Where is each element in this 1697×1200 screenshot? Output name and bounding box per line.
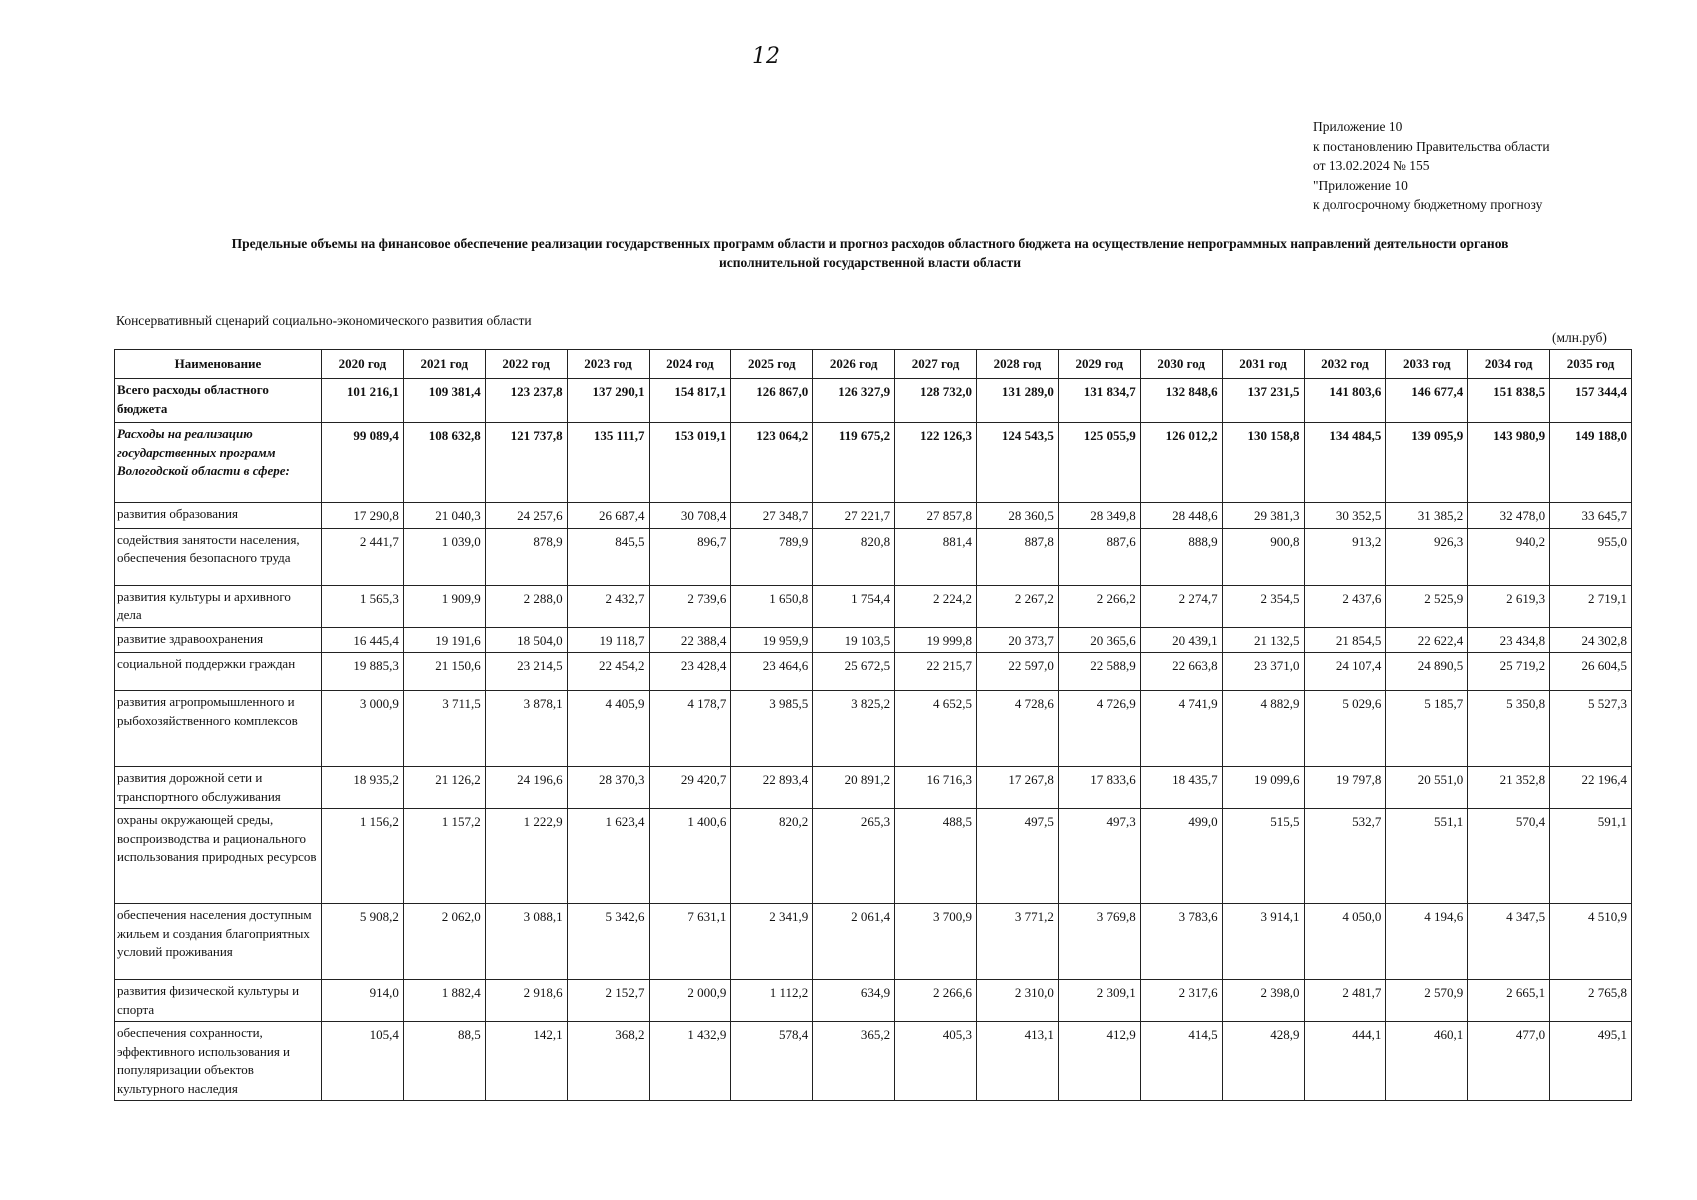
value-cell: 29 420,7 bbox=[649, 767, 731, 809]
appendix-line: от 13.02.2024 № 155 bbox=[1313, 158, 1430, 173]
value-cell: 1 623,4 bbox=[567, 809, 649, 904]
appendix-line: Приложение 10 bbox=[1313, 119, 1403, 134]
table-row bbox=[115, 980, 1632, 1022]
value-cell: 2 918,6 bbox=[485, 980, 567, 1022]
title-line: исполнительной государственной власти области bbox=[718, 255, 1022, 270]
table-header-row bbox=[115, 350, 1632, 379]
value-cell: 31 385,2 bbox=[1386, 503, 1468, 529]
value-cell: 2 570,9 bbox=[1386, 980, 1468, 1022]
value-cell: 1 565,3 bbox=[322, 585, 404, 627]
value-cell: 30 352,5 bbox=[1304, 503, 1386, 529]
value-cell: 24 257,6 bbox=[485, 503, 567, 529]
value-cell: 5 350,8 bbox=[1468, 691, 1550, 767]
value-cell: 887,6 bbox=[1058, 528, 1140, 585]
value-cell: 22 663,8 bbox=[1140, 653, 1222, 691]
value-cell: 119 675,2 bbox=[813, 423, 895, 503]
value-cell: 22 893,4 bbox=[731, 767, 813, 809]
value-cell: 2 665,1 bbox=[1468, 980, 1550, 1022]
value-cell: 1 400,6 bbox=[649, 809, 731, 904]
value-cell: 19 999,8 bbox=[895, 627, 977, 653]
row-name-cell: Расходы на реализацию государственных программ Вологодской области в сфере: bbox=[115, 423, 322, 503]
value-cell: 123 237,8 bbox=[485, 379, 567, 423]
page-number: 12 bbox=[752, 44, 780, 69]
appendix-line: к долгосрочному бюджетному прогнозу bbox=[1313, 197, 1543, 212]
value-cell: 2 267,2 bbox=[977, 585, 1059, 627]
value-cell: 634,9 bbox=[813, 980, 895, 1022]
value-cell: 30 708,4 bbox=[649, 503, 731, 529]
value-cell: 3 783,6 bbox=[1140, 904, 1222, 980]
value-cell: 26 604,5 bbox=[1550, 653, 1632, 691]
row-name-cell: развития дорожной сети и транспортного обслуживания bbox=[115, 767, 322, 809]
value-cell: 23 464,6 bbox=[731, 653, 813, 691]
value-cell: 26 687,4 bbox=[567, 503, 649, 529]
units-label: (млн.руб) bbox=[1552, 330, 1607, 345]
value-cell: 2 619,3 bbox=[1468, 585, 1550, 627]
value-cell: 878,9 bbox=[485, 528, 567, 585]
value-cell: 16 445,4 bbox=[322, 627, 404, 653]
value-cell: 2 398,0 bbox=[1222, 980, 1304, 1022]
value-cell: 27 221,7 bbox=[813, 503, 895, 529]
header-year-cell: 2020 год bbox=[322, 350, 404, 379]
value-cell: 4 347,5 bbox=[1468, 904, 1550, 980]
value-cell: 444,1 bbox=[1304, 1022, 1386, 1101]
value-cell: 2 152,7 bbox=[567, 980, 649, 1022]
value-cell: 126 012,2 bbox=[1140, 423, 1222, 503]
value-cell: 2 719,1 bbox=[1550, 585, 1632, 627]
value-cell: 24 107,4 bbox=[1304, 653, 1386, 691]
value-cell: 887,8 bbox=[977, 528, 1059, 585]
value-cell: 3 878,1 bbox=[485, 691, 567, 767]
table-row bbox=[115, 627, 1632, 653]
value-cell: 365,2 bbox=[813, 1022, 895, 1101]
value-cell: 27 348,7 bbox=[731, 503, 813, 529]
value-cell: 4 405,9 bbox=[567, 691, 649, 767]
value-cell: 143 980,9 bbox=[1468, 423, 1550, 503]
value-cell: 3 088,1 bbox=[485, 904, 567, 980]
value-cell: 888,9 bbox=[1140, 528, 1222, 585]
value-cell: 4 882,9 bbox=[1222, 691, 1304, 767]
title-line: Предельные объемы на финансовое обеспечение реализации государственных программ области и прогноз расходов областного бюджета на осуществление непрограммных направлений деятельности органов bbox=[231, 236, 1509, 251]
scenario-label: Консервативный сценарий социально-экономического развития области bbox=[116, 313, 532, 328]
header-year-cell: 2027 год bbox=[895, 350, 977, 379]
row-name-cell: содействия занятости населения, обеспечения безопасного труда bbox=[115, 528, 322, 585]
value-cell: 105,4 bbox=[322, 1022, 404, 1101]
value-cell: 141 803,6 bbox=[1304, 379, 1386, 423]
header-year-cell: 2035 год bbox=[1550, 350, 1632, 379]
value-cell: 22 196,4 bbox=[1550, 767, 1632, 809]
value-cell: 913,2 bbox=[1304, 528, 1386, 585]
value-cell: 1 157,2 bbox=[403, 809, 485, 904]
value-cell: 1 909,9 bbox=[403, 585, 485, 627]
appendix-line: "Приложение 10 bbox=[1313, 177, 1408, 193]
value-cell: 153 019,1 bbox=[649, 423, 731, 503]
header-year-cell: 2021 год bbox=[403, 350, 485, 379]
value-cell: 16 716,3 bbox=[895, 767, 977, 809]
value-cell: 18 935,2 bbox=[322, 767, 404, 809]
value-cell: 1 882,4 bbox=[403, 980, 485, 1022]
value-cell: 5 527,3 bbox=[1550, 691, 1632, 767]
value-cell: 477,0 bbox=[1468, 1022, 1550, 1101]
value-cell: 5 185,7 bbox=[1386, 691, 1468, 767]
table-row bbox=[115, 904, 1632, 980]
value-cell: 3 711,5 bbox=[403, 691, 485, 767]
value-cell: 3 771,2 bbox=[977, 904, 1059, 980]
value-cell: 131 834,7 bbox=[1058, 379, 1140, 423]
value-cell: 24 890,5 bbox=[1386, 653, 1468, 691]
value-cell: 926,3 bbox=[1386, 528, 1468, 585]
value-cell: 22 597,0 bbox=[977, 653, 1059, 691]
value-cell: 27 857,8 bbox=[895, 503, 977, 529]
header-year-cell: 2025 год bbox=[731, 350, 813, 379]
value-cell: 18 504,0 bbox=[485, 627, 567, 653]
value-cell: 122 126,3 bbox=[895, 423, 977, 503]
value-cell: 25 719,2 bbox=[1468, 653, 1550, 691]
value-cell: 128 732,0 bbox=[895, 379, 977, 423]
value-cell: 2 266,6 bbox=[895, 980, 977, 1022]
value-cell: 2 288,0 bbox=[485, 585, 567, 627]
table-row bbox=[115, 691, 1632, 767]
value-cell: 21 040,3 bbox=[403, 503, 485, 529]
value-cell: 940,2 bbox=[1468, 528, 1550, 585]
value-cell: 2 525,9 bbox=[1386, 585, 1468, 627]
header-year-cell: 2030 год bbox=[1140, 350, 1222, 379]
value-cell: 2 441,7 bbox=[322, 528, 404, 585]
value-cell: 405,3 bbox=[895, 1022, 977, 1101]
value-cell: 4 741,9 bbox=[1140, 691, 1222, 767]
appendix-reference bbox=[1313, 117, 1550, 215]
value-cell: 820,2 bbox=[731, 809, 813, 904]
value-cell: 4 652,5 bbox=[895, 691, 977, 767]
row-name-cell: обеспечения населения доступным жильем и создания благоприятных условий проживания bbox=[115, 904, 322, 980]
value-cell: 2 317,6 bbox=[1140, 980, 1222, 1022]
row-name-cell: развития агропромышленного и рыбохозяйственного комплексов bbox=[115, 691, 322, 767]
row-name-cell: охраны окружающей среды, воспроизводства и рационального использования природных ресурсов bbox=[115, 809, 322, 904]
value-cell: 32 478,0 bbox=[1468, 503, 1550, 529]
value-cell: 24 302,8 bbox=[1550, 627, 1632, 653]
value-cell: 19 099,6 bbox=[1222, 767, 1304, 809]
value-cell: 368,2 bbox=[567, 1022, 649, 1101]
value-cell: 5 908,2 bbox=[322, 904, 404, 980]
value-cell: 4 726,9 bbox=[1058, 691, 1140, 767]
table-row bbox=[115, 585, 1632, 627]
header-year-cell: 2034 год bbox=[1468, 350, 1550, 379]
value-cell: 3 914,1 bbox=[1222, 904, 1304, 980]
value-cell: 2 266,2 bbox=[1058, 585, 1140, 627]
header-year-cell: 2033 год bbox=[1386, 350, 1468, 379]
value-cell: 2 309,1 bbox=[1058, 980, 1140, 1022]
value-cell: 3 985,5 bbox=[731, 691, 813, 767]
header-year-cell: 2023 год bbox=[567, 350, 649, 379]
value-cell: 126 867,0 bbox=[731, 379, 813, 423]
budget-table bbox=[114, 349, 1632, 1101]
value-cell: 265,3 bbox=[813, 809, 895, 904]
value-cell: 1 112,2 bbox=[731, 980, 813, 1022]
value-cell: 2 354,5 bbox=[1222, 585, 1304, 627]
value-cell: 139 095,9 bbox=[1386, 423, 1468, 503]
value-cell: 17 267,8 bbox=[977, 767, 1059, 809]
appendix-line: к постановлению Правительства области bbox=[1313, 138, 1550, 154]
value-cell: 2 341,9 bbox=[731, 904, 813, 980]
value-cell: 22 215,7 bbox=[895, 653, 977, 691]
row-name-cell: социальной поддержки граждан bbox=[115, 653, 322, 691]
value-cell: 28 448,6 bbox=[1140, 503, 1222, 529]
value-cell: 2 061,4 bbox=[813, 904, 895, 980]
value-cell: 497,5 bbox=[977, 809, 1059, 904]
value-cell: 28 360,5 bbox=[977, 503, 1059, 529]
row-name-cell: обеспечения сохранности, эффективного использования и популяризации объектов культурного наследия bbox=[115, 1022, 322, 1101]
value-cell: 126 327,9 bbox=[813, 379, 895, 423]
value-cell: 19 797,8 bbox=[1304, 767, 1386, 809]
header-year-cell: 2029 год bbox=[1058, 350, 1140, 379]
value-cell: 123 064,2 bbox=[731, 423, 813, 503]
value-cell: 134 484,5 bbox=[1304, 423, 1386, 503]
value-cell: 21 132,5 bbox=[1222, 627, 1304, 653]
value-cell: 1 650,8 bbox=[731, 585, 813, 627]
value-cell: 25 672,5 bbox=[813, 653, 895, 691]
value-cell: 23 214,5 bbox=[485, 653, 567, 691]
value-cell: 101 216,1 bbox=[322, 379, 404, 423]
value-cell: 896,7 bbox=[649, 528, 731, 585]
header-year-cell: 2032 год bbox=[1304, 350, 1386, 379]
value-cell: 4 728,6 bbox=[977, 691, 1059, 767]
value-cell: 125 055,9 bbox=[1058, 423, 1140, 503]
header-year-cell: 2031 год bbox=[1222, 350, 1304, 379]
value-cell: 22 622,4 bbox=[1386, 627, 1468, 653]
value-cell: 19 959,9 bbox=[731, 627, 813, 653]
value-cell: 3 000,9 bbox=[322, 691, 404, 767]
value-cell: 1 432,9 bbox=[649, 1022, 731, 1101]
value-cell: 21 854,5 bbox=[1304, 627, 1386, 653]
value-cell: 130 158,8 bbox=[1222, 423, 1304, 503]
value-cell: 955,0 bbox=[1550, 528, 1632, 585]
value-cell: 2 274,7 bbox=[1140, 585, 1222, 627]
row-name-cell: развитие здравоохранения bbox=[115, 627, 322, 653]
value-cell: 142,1 bbox=[485, 1022, 567, 1101]
value-cell: 1 222,9 bbox=[485, 809, 567, 904]
value-cell: 17 833,6 bbox=[1058, 767, 1140, 809]
value-cell: 19 191,6 bbox=[403, 627, 485, 653]
value-cell: 19 118,7 bbox=[567, 627, 649, 653]
value-cell: 2 437,6 bbox=[1304, 585, 1386, 627]
value-cell: 33 645,7 bbox=[1550, 503, 1632, 529]
value-cell: 532,7 bbox=[1304, 809, 1386, 904]
value-cell: 88,5 bbox=[403, 1022, 485, 1101]
value-cell: 23 434,8 bbox=[1468, 627, 1550, 653]
table-row bbox=[115, 1022, 1632, 1101]
table-row bbox=[115, 653, 1632, 691]
value-cell: 2 481,7 bbox=[1304, 980, 1386, 1022]
value-cell: 24 196,6 bbox=[485, 767, 567, 809]
value-cell: 3 769,8 bbox=[1058, 904, 1140, 980]
value-cell: 29 381,3 bbox=[1222, 503, 1304, 529]
value-cell: 2 765,8 bbox=[1550, 980, 1632, 1022]
value-cell: 108 632,8 bbox=[403, 423, 485, 503]
value-cell: 22 388,4 bbox=[649, 627, 731, 653]
value-cell: 20 373,7 bbox=[977, 627, 1059, 653]
table-row bbox=[115, 379, 1632, 423]
value-cell: 412,9 bbox=[1058, 1022, 1140, 1101]
value-cell: 7 631,1 bbox=[649, 904, 731, 980]
value-cell: 5 029,6 bbox=[1304, 691, 1386, 767]
value-cell: 515,5 bbox=[1222, 809, 1304, 904]
value-cell: 5 342,6 bbox=[567, 904, 649, 980]
value-cell: 570,4 bbox=[1468, 809, 1550, 904]
value-cell: 124 543,5 bbox=[977, 423, 1059, 503]
row-name-cell: Всего расходы областного бюджета bbox=[115, 379, 322, 423]
value-cell: 17 290,8 bbox=[322, 503, 404, 529]
table-row bbox=[115, 423, 1632, 503]
value-cell: 499,0 bbox=[1140, 809, 1222, 904]
value-cell: 20 891,2 bbox=[813, 767, 895, 809]
value-cell: 2 310,0 bbox=[977, 980, 1059, 1022]
value-cell: 4 178,7 bbox=[649, 691, 731, 767]
value-cell: 900,8 bbox=[1222, 528, 1304, 585]
value-cell: 23 371,0 bbox=[1222, 653, 1304, 691]
value-cell: 881,4 bbox=[895, 528, 977, 585]
value-cell: 21 126,2 bbox=[403, 767, 485, 809]
value-cell: 151 838,5 bbox=[1468, 379, 1550, 423]
value-cell: 1 754,4 bbox=[813, 585, 895, 627]
value-cell: 22 454,2 bbox=[567, 653, 649, 691]
header-year-cell: 2026 год bbox=[813, 350, 895, 379]
value-cell: 4 510,9 bbox=[1550, 904, 1632, 980]
value-cell: 495,1 bbox=[1550, 1022, 1632, 1101]
value-cell: 20 551,0 bbox=[1386, 767, 1468, 809]
row-name-cell: развития культуры и архивного дела bbox=[115, 585, 322, 627]
value-cell: 460,1 bbox=[1386, 1022, 1468, 1101]
value-cell: 4 050,0 bbox=[1304, 904, 1386, 980]
value-cell: 154 817,1 bbox=[649, 379, 731, 423]
value-cell: 3 700,9 bbox=[895, 904, 977, 980]
table-row bbox=[115, 528, 1632, 585]
value-cell: 28 370,3 bbox=[567, 767, 649, 809]
value-cell: 414,5 bbox=[1140, 1022, 1222, 1101]
value-cell: 2 224,2 bbox=[895, 585, 977, 627]
header-name-cell: Наименование bbox=[115, 350, 322, 379]
value-cell: 820,8 bbox=[813, 528, 895, 585]
value-cell: 146 677,4 bbox=[1386, 379, 1468, 423]
value-cell: 1 156,2 bbox=[322, 809, 404, 904]
value-cell: 132 848,6 bbox=[1140, 379, 1222, 423]
value-cell: 1 039,0 bbox=[403, 528, 485, 585]
value-cell: 551,1 bbox=[1386, 809, 1468, 904]
value-cell: 20 365,6 bbox=[1058, 627, 1140, 653]
value-cell: 28 349,8 bbox=[1058, 503, 1140, 529]
value-cell: 578,4 bbox=[731, 1022, 813, 1101]
value-cell: 22 588,9 bbox=[1058, 653, 1140, 691]
value-cell: 149 188,0 bbox=[1550, 423, 1632, 503]
header-year-cell: 2024 год bbox=[649, 350, 731, 379]
value-cell: 488,5 bbox=[895, 809, 977, 904]
value-cell: 137 290,1 bbox=[567, 379, 649, 423]
value-cell: 4 194,6 bbox=[1386, 904, 1468, 980]
value-cell: 135 111,7 bbox=[567, 423, 649, 503]
value-cell: 23 428,4 bbox=[649, 653, 731, 691]
value-cell: 121 737,8 bbox=[485, 423, 567, 503]
value-cell: 3 825,2 bbox=[813, 691, 895, 767]
value-cell: 2 739,6 bbox=[649, 585, 731, 627]
value-cell: 157 344,4 bbox=[1550, 379, 1632, 423]
value-cell: 428,9 bbox=[1222, 1022, 1304, 1101]
value-cell: 19 103,5 bbox=[813, 627, 895, 653]
value-cell: 914,0 bbox=[322, 980, 404, 1022]
value-cell: 18 435,7 bbox=[1140, 767, 1222, 809]
value-cell: 591,1 bbox=[1550, 809, 1632, 904]
document-title bbox=[130, 234, 1610, 272]
value-cell: 21 352,8 bbox=[1468, 767, 1550, 809]
table-row bbox=[115, 809, 1632, 904]
value-cell: 2 062,0 bbox=[403, 904, 485, 980]
value-cell: 19 885,3 bbox=[322, 653, 404, 691]
value-cell: 413,1 bbox=[977, 1022, 1059, 1101]
value-cell: 137 231,5 bbox=[1222, 379, 1304, 423]
value-cell: 2 000,9 bbox=[649, 980, 731, 1022]
row-name-cell: развития физической культуры и спорта bbox=[115, 980, 322, 1022]
value-cell: 21 150,6 bbox=[403, 653, 485, 691]
value-cell: 789,9 bbox=[731, 528, 813, 585]
value-cell: 20 439,1 bbox=[1140, 627, 1222, 653]
header-year-cell: 2022 год bbox=[485, 350, 567, 379]
table-row bbox=[115, 503, 1632, 529]
value-cell: 109 381,4 bbox=[403, 379, 485, 423]
value-cell: 845,5 bbox=[567, 528, 649, 585]
table-row bbox=[115, 767, 1632, 809]
value-cell: 497,3 bbox=[1058, 809, 1140, 904]
header-year-cell: 2028 год bbox=[977, 350, 1059, 379]
table-body bbox=[115, 379, 1632, 1101]
row-name-cell: развития образования bbox=[115, 503, 322, 529]
value-cell: 131 289,0 bbox=[977, 379, 1059, 423]
value-cell: 2 432,7 bbox=[567, 585, 649, 627]
value-cell: 99 089,4 bbox=[322, 423, 404, 503]
